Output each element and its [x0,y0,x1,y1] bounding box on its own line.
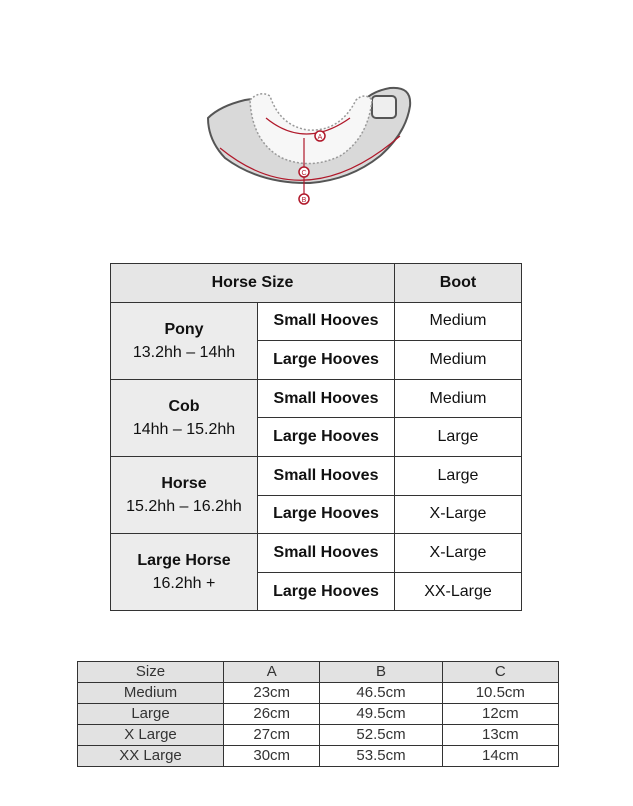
boot-size: Medium [395,341,522,380]
group-name: Pony [164,320,204,338]
dim-size: X Large [78,725,224,746]
dim-value: 52.5cm [320,725,442,746]
dim-value: 14cm [442,746,558,767]
dim-value: 53.5cm [320,746,442,767]
hoof-type: Large Hooves [258,341,395,380]
hoof-type: Large Hooves [258,572,395,611]
dim-value: 10.5cm [442,683,558,704]
horse-size-table [110,263,522,611]
boot-size: Large [395,456,522,495]
boot-size: Medium [395,302,522,341]
table-row [78,704,559,725]
dim-value: 49.5cm [320,704,442,725]
hoof-type: Small Hooves [258,379,395,418]
boot-size: Medium [395,379,522,418]
group-cell [111,379,258,456]
group-cell [111,456,258,533]
dim-value: 23cm [224,683,320,704]
svg-text:A: A [317,134,323,141]
boot-size: XX-Large [395,572,522,611]
group-cell [111,302,258,379]
dim-size: Medium [78,683,224,704]
dim-value: 12cm [442,704,558,725]
marker-b [299,194,309,204]
dim-size: XX Large [78,746,224,767]
horse-size-header: Horse Size [111,264,395,303]
dimension-table [77,661,559,767]
marker-c [299,167,309,177]
boot-diagram [190,78,430,213]
group-name: Horse [161,475,207,493]
group-name: Large Horse [137,552,231,570]
group-range: 16.2hh + [152,575,216,593]
marker-a [315,131,325,141]
group-cell [111,534,258,611]
hoof-type: Small Hooves [258,302,395,341]
group-range: 13.2hh – 14hh [132,343,236,361]
table-row [78,746,559,767]
boot-size: X-Large [395,534,522,573]
hoof-type: Large Hooves [258,495,395,534]
svg-text:C: C [301,170,307,177]
hoof-type: Large Hooves [258,418,395,457]
dim-value: 46.5cm [320,683,442,704]
dim-value: 26cm [224,704,320,725]
dim-header: A [224,662,320,683]
hoof-type: Small Hooves [258,534,395,573]
dim-value: 27cm [224,725,320,746]
boot-size: X-Large [395,495,522,534]
strap-tab [372,96,396,118]
group-range: 15.2hh – 16.2hh [126,498,242,516]
dim-size: Large [78,704,224,725]
table-row [78,683,559,704]
group-name: Cob [168,397,200,415]
dim-header: C [442,662,558,683]
boot-size: Large [395,418,522,457]
dim-header: Size [78,662,224,683]
table-row [78,725,559,746]
hoof-type: Small Hooves [258,456,395,495]
dim-value: 30cm [224,746,320,767]
group-range: 14hh – 15.2hh [132,420,236,438]
svg-text:B: B [301,197,307,204]
dim-value: 13cm [442,725,558,746]
boot-header: Boot [395,264,522,303]
dim-header: B [320,662,442,683]
